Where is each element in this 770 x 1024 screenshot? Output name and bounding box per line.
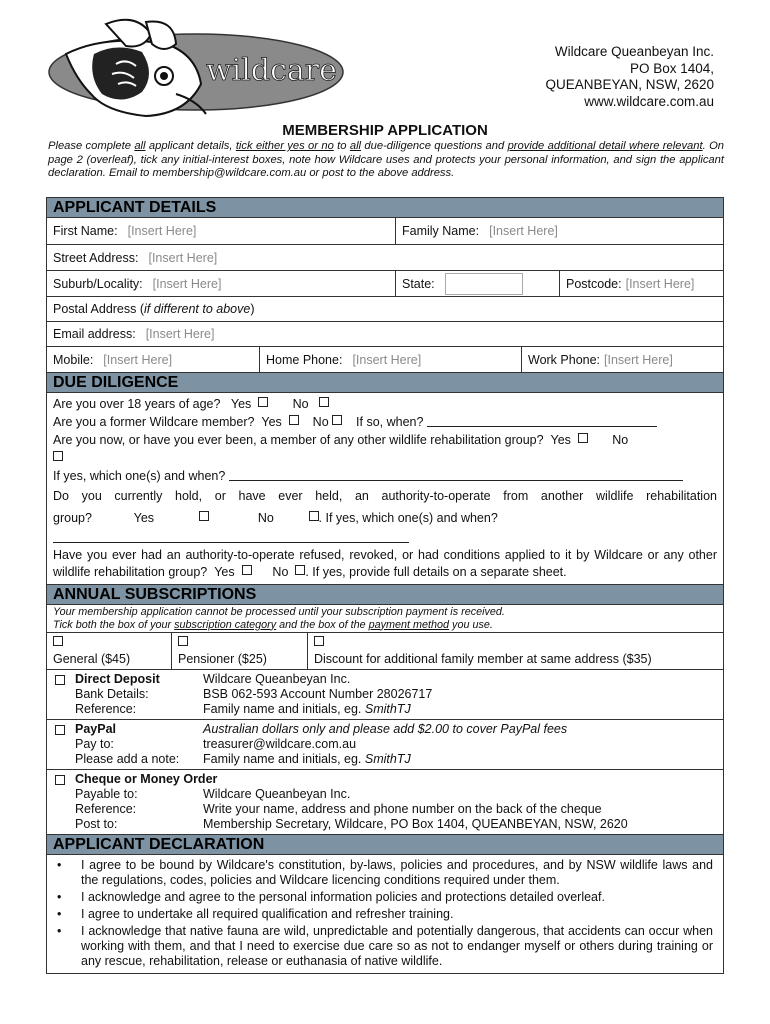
subscription-note: Your membership application cannot be processed until your subscription payment is received. Tick both the box of your subscription category and the box of the payment method you use. — [47, 605, 723, 633]
question-authority: Do you currently hold, or have ever held, an authority-to-operate from another wildlife rehabilitation group? Yes No . If yes, which one(s) and when? — [53, 489, 717, 525]
postcode-field[interactable]: Postcode: [Insert Here] — [559, 271, 723, 296]
direct-deposit-checkbox[interactable] — [55, 675, 65, 685]
age-no-checkbox[interactable] — [319, 397, 329, 407]
pensioner-checkbox[interactable] — [178, 636, 188, 646]
due-diligence-heading: DUE DILIGENCE — [47, 373, 723, 393]
mobile-field[interactable]: Mobile: [Insert Here] — [53, 352, 173, 367]
applicant-declaration-heading: APPLICANT DECLARATION — [47, 835, 723, 855]
applicant-details-heading: APPLICANT DETAILS — [47, 198, 723, 218]
cheque-checkbox[interactable] — [55, 775, 65, 785]
refused-no-checkbox[interactable] — [295, 565, 305, 575]
declaration-list — [47, 855, 723, 973]
membership-form — [46, 197, 724, 974]
suburb-field[interactable]: Suburb/Locality: [Insert Here] — [53, 276, 222, 291]
logo-text: wildcare — [206, 53, 337, 88]
email-field[interactable]: Email address: [Insert Here] — [53, 327, 215, 341]
declaration-item: • I agree to undertake all required qualification and refresher training. — [57, 907, 454, 921]
state-field[interactable]: State: — [395, 271, 559, 296]
category-family[interactable]: Discount for additional family member at same address ($35) — [307, 633, 723, 669]
payment-paypal: PayPal Pay to: Please add a note: Australian dollars only and please add $2.00 to cover PayPal fees treasurer@wildcare.com.au Family name and initials, eg. SmithTJ — [47, 720, 723, 770]
declaration-item: • I acknowledge and agree to the personal information policies and protections detailed overleaf. — [57, 890, 605, 904]
other-group-when-line[interactable] — [229, 469, 683, 481]
other-group-yes-checkbox[interactable] — [578, 433, 588, 443]
paypal-checkbox[interactable] — [55, 725, 65, 735]
category-pensioner[interactable]: Pensioner ($25) — [171, 633, 307, 669]
authority-no-checkbox[interactable] — [309, 511, 319, 521]
due-diligence-questions — [47, 393, 723, 585]
wildcare-logo — [46, 14, 346, 120]
family-name-field[interactable]: Family Name: [Insert Here] — [395, 218, 723, 244]
category-general[interactable]: General ($45) — [47, 633, 171, 669]
work-phone-field[interactable]: Work Phone: [Insert Here] — [521, 347, 723, 372]
org-po-box: PO Box 1404, — [629, 60, 714, 76]
question-other-group: Are you now, or have you ever been, a member of any other wildlife rehabilitation group? Yes No — [53, 431, 717, 467]
declaration-item: • I acknowledge that native fauna are wild, unpredictable and potentially dangerous, that accidents can occur when working with them, and that I need to exercise due care so as not to endanger myself or others during training or any rescue, rehabilitation, release or euthanasia of native wildlife. — [57, 924, 713, 968]
former-no-checkbox[interactable] — [332, 415, 342, 425]
other-group-no-checkbox[interactable] — [53, 451, 63, 461]
payment-direct-deposit: Direct Deposit Bank Details: Reference: Wildcare Queanbeyan Inc. BSB 062-593 Account Number 28026717 Family name and initials, eg. SmithTJ — [47, 670, 723, 720]
authority-when-line[interactable] — [53, 531, 409, 543]
general-checkbox[interactable] — [53, 636, 63, 646]
state-input[interactable] — [445, 273, 523, 295]
family-checkbox[interactable] — [314, 636, 324, 646]
declaration-item: • I agree to be bound by Wildcare's constitution, by-laws, policies and procedures, and by NSW wildlife laws and the regulations, codes, policies and Wildcare licencing conditions required under them. — [57, 858, 713, 887]
intro-text: Please complete all applicant details, tick either yes or no to all due-diligence questions and provide additional detail where relevant. On page 2 (overleaf), tick any initial-interest boxes, note how Wildcare uses and protects your personal information, and sign the applicant declaration. Email to membership@wildcare.com.au or post to the above address. — [48, 140, 724, 179]
postal-address-field[interactable]: Postal Address ( if different to above ) — [53, 302, 255, 316]
age-yes-checkbox[interactable] — [258, 397, 268, 407]
annual-subscriptions-heading: ANNUAL SUBSCRIPTIONS — [47, 585, 723, 605]
org-website[interactable]: www.wildcare.com.au — [584, 93, 714, 109]
question-age: Are you over 18 years of age? Yes No — [53, 395, 717, 413]
subscription-categories — [47, 633, 723, 670]
first-name-field[interactable]: First Name: [Insert Here] — [53, 224, 197, 238]
former-when-line[interactable] — [427, 415, 657, 427]
former-yes-checkbox[interactable] — [289, 415, 299, 425]
payment-cheque: Cheque or Money Order Payable to: Reference: Post to: Wildcare Queanbeyan Inc. Write your name, address and phone number on the back of the cheque Membership Secretary, Wildcare, PO Box 1404, QUEANBEYAN, NSW, 2620 — [47, 770, 723, 835]
question-former-member: Are you a former Wildcare member? Yes No If so, when? — [53, 413, 717, 431]
org-name: Wildcare Queanbeyan Inc. — [554, 44, 714, 59]
street-address-field[interactable]: Street Address: [Insert Here] — [53, 250, 218, 265]
question-refused: Have you ever had an authority-to-operate refused, revoked, or had conditions applied to it by Wildcare or any other wildlife rehabilitation group? Yes No . If yes, provide full details on a separate sheet. — [53, 548, 717, 579]
other-group-followup: If yes, which one(s) and when? — [53, 467, 717, 485]
home-phone-field[interactable]: Home Phone: [Insert Here] — [259, 347, 521, 372]
refused-yes-checkbox[interactable] — [242, 565, 252, 575]
org-city: QUEANBEYAN, NSW, 2620 — [545, 77, 714, 92]
org-address — [545, 44, 714, 110]
authority-yes-checkbox[interactable] — [199, 511, 209, 521]
page-title: MEMBERSHIP APPLICATION — [282, 122, 488, 139]
